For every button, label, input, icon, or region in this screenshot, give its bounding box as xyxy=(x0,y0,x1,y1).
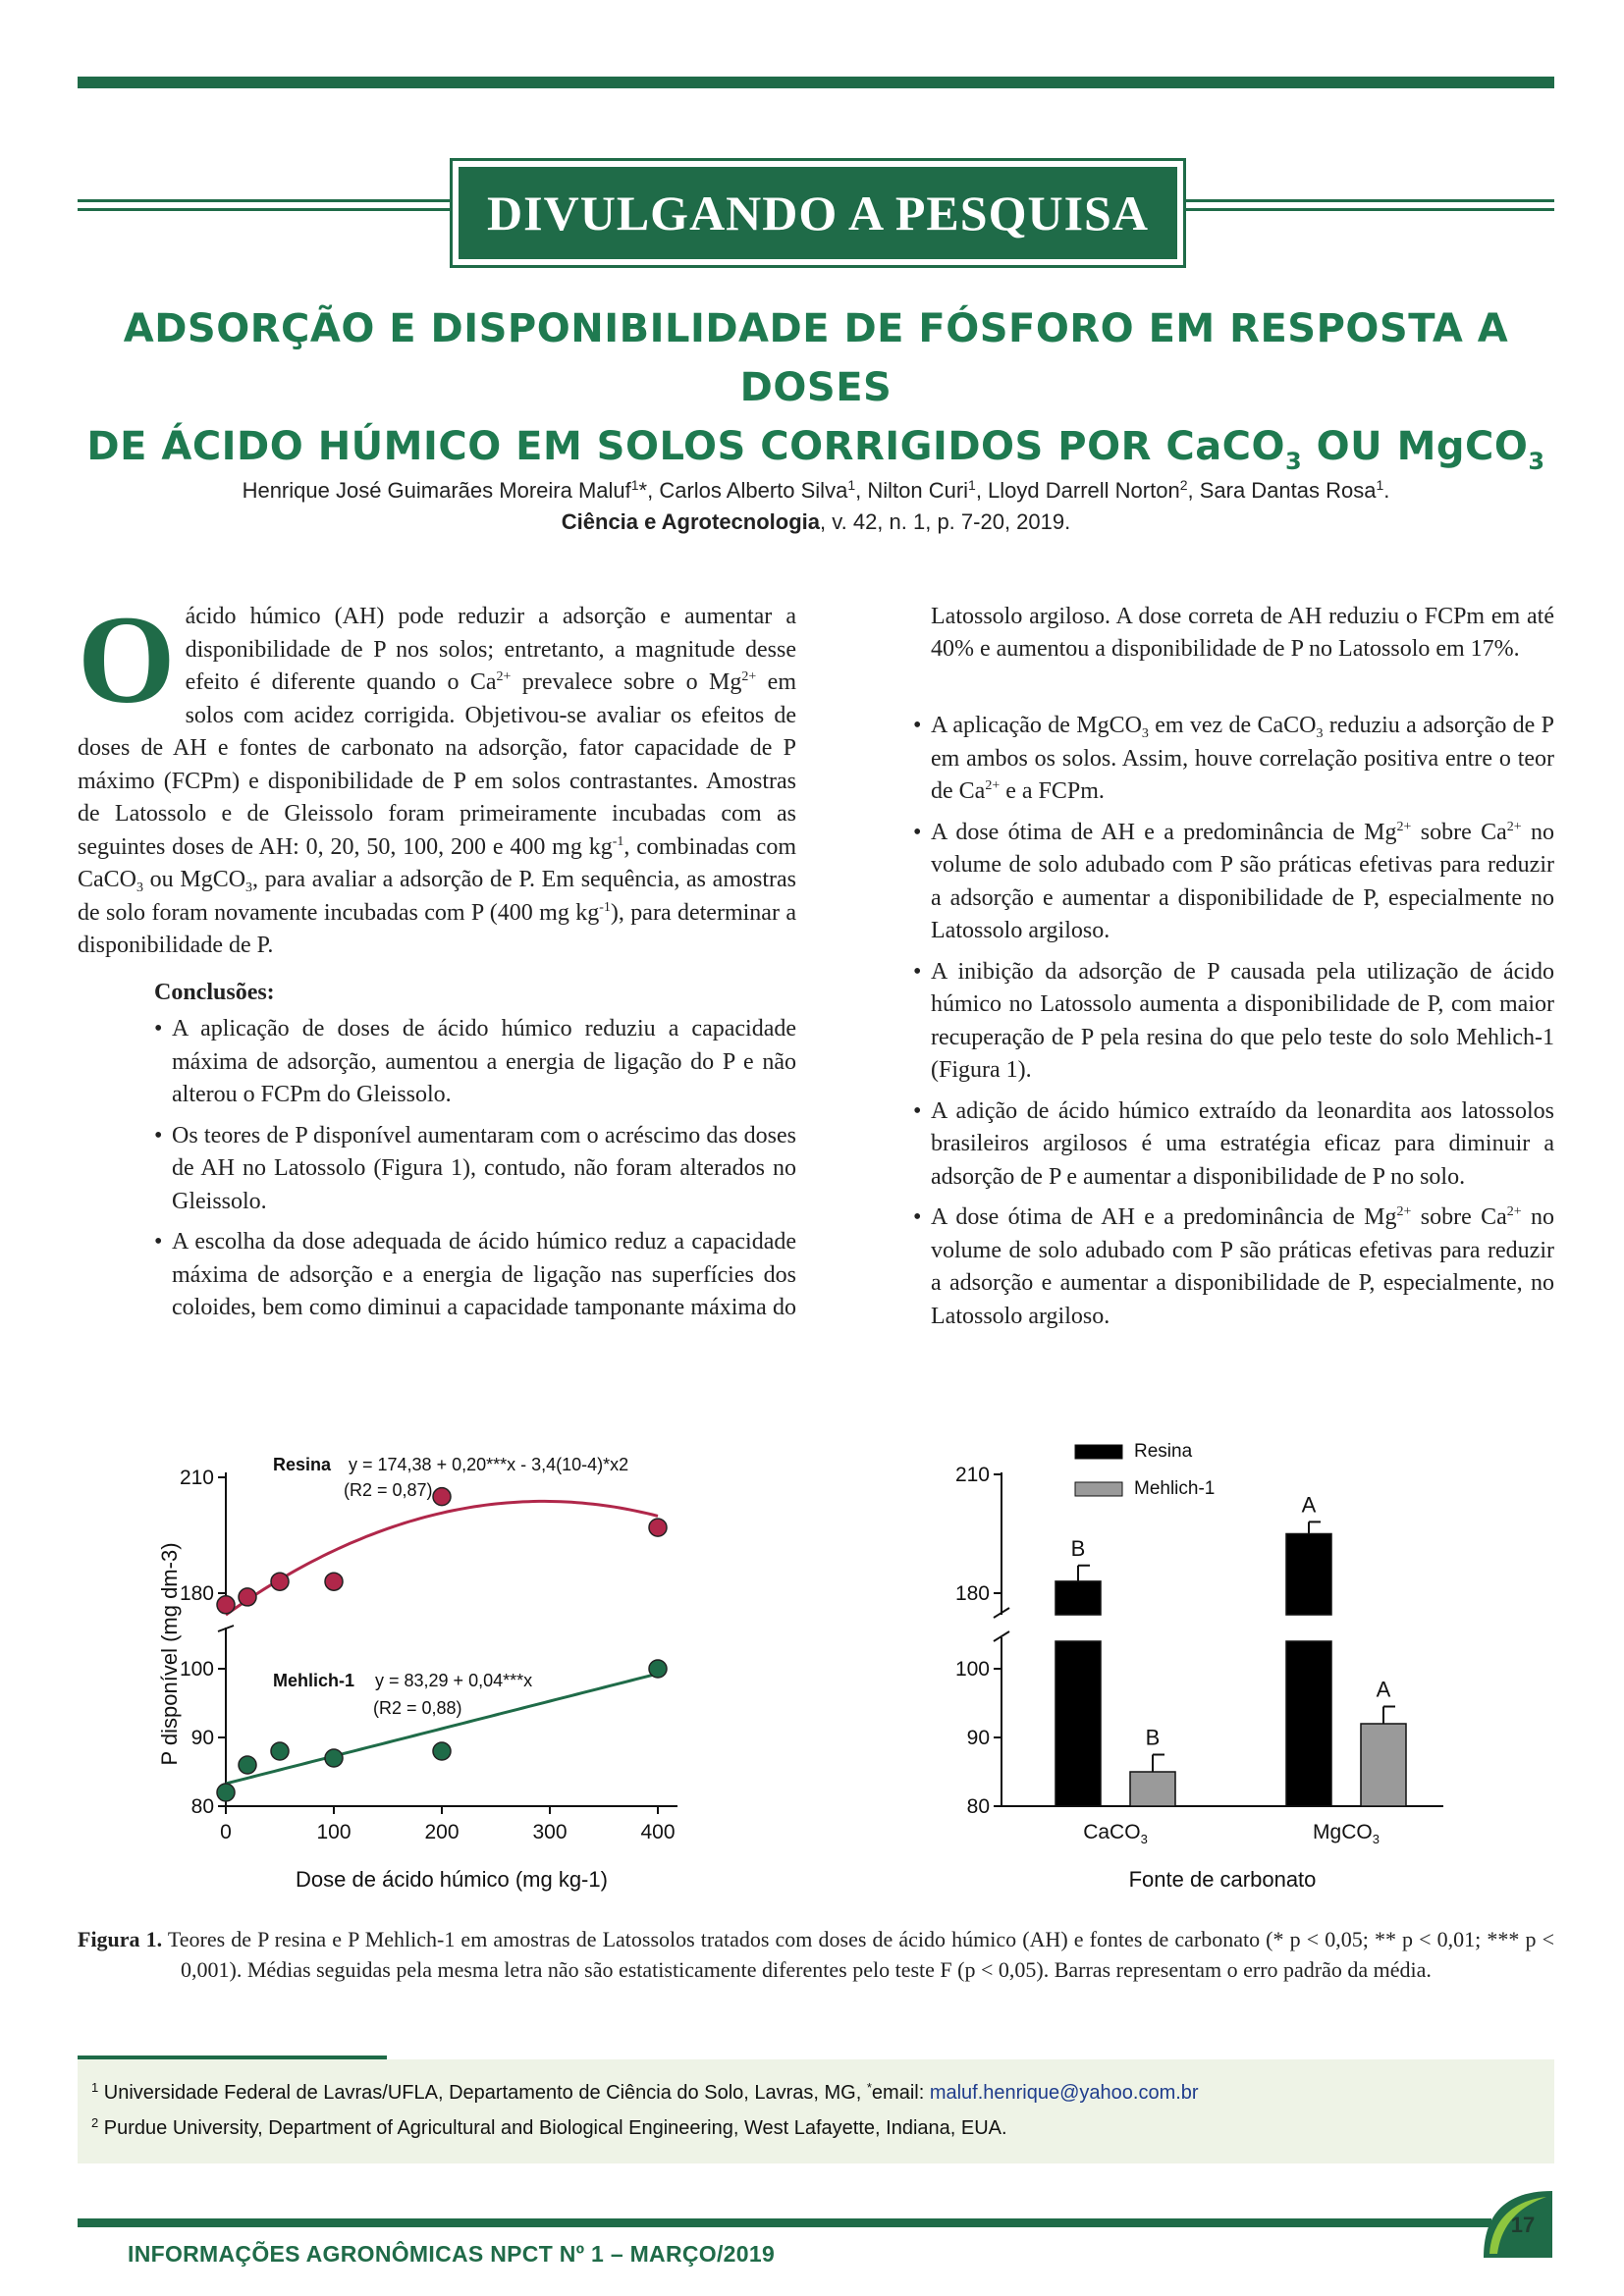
significance-letter: B xyxy=(1070,1535,1086,1561)
bar-mehlich-1 xyxy=(1130,1772,1175,1806)
data-point xyxy=(271,1742,289,1760)
scatter-chart xyxy=(137,1414,766,1904)
left-column xyxy=(78,590,797,1333)
conclusions-list-right xyxy=(913,710,1554,1333)
y-axis-label: P disponível (mg dm-3) xyxy=(157,1542,182,1766)
abstract: Oácido húmico (AH) pode reduzir a adsorção e aumentar a disponibilidade de P nos solos; entretanto, a magnitude desse efeito é diferente quando o $Ca^{2+}$ prevalece sobre o $Mg^{2+}$ em solos com acidez corrigida. Objetivou-se avaliar os efeitos de doses de AH e fontes de carbonato na adsorção, fator capacidade de P máximo (FCPm) e disponibilidade de P em solos contrastantes. Amostras de Latossolo e de Gleissolo foram primeiramente incubadas com as seguintes doses de AH: 0, 20, 50, 100, 200 e 400 mg $kg^{-1}$, combinadas com CaCO$_3$ ou MgCO$_3$, para avaliar a adsorção de P. Em sequência, as amostras de solo foram novamente incubadas com P (400 mg $kg^{-1}$), para determinar a disponibilidade de P. xyxy=(78,590,797,958)
list-item: • A inibição da adsorção de P causada pela utilização de ácido húmico no Latossolo aumenta a disponibilidade de P, com maior recuperação de P pela resina do que pelo teste do solo Mehlich-1 (Figura 1). xyxy=(913,956,1554,1088)
bar-mehlich-1 xyxy=(1361,1724,1406,1806)
data-point xyxy=(649,1660,667,1678)
x-tick-label: 300 xyxy=(532,1821,568,1843)
list-item: • A escolha da dose adequada de ácido húmico reduz a capacidade máxima de adsorção e a energia de ligação nas superfícies dos coloides, bem como diminui a capacidade tamponante máxima do xyxy=(154,1226,796,1325)
x-tick-label: 100 xyxy=(316,1821,352,1843)
significance-letter: A xyxy=(1301,1492,1317,1518)
y-tick-label: 180 xyxy=(954,1582,990,1605)
x-tick-label: CaCO$_3$ xyxy=(1083,1821,1148,1846)
section-rule xyxy=(78,208,450,211)
section-rule xyxy=(1186,208,1554,211)
page-number: 17 xyxy=(1510,2213,1536,2237)
x-axis-label: Dose de ácido húmico (mg kg-1) xyxy=(296,1867,608,1892)
bar-resina xyxy=(1286,1534,1331,1616)
bar-resina-lower xyxy=(1056,1641,1101,1806)
drop-cap: O xyxy=(78,590,176,729)
y-tick-label: 180 xyxy=(179,1582,214,1605)
legend-resina-r2: (R2 = 0,87) xyxy=(344,1480,433,1500)
bar-chart xyxy=(923,1414,1473,1904)
fit-line-resina xyxy=(226,1501,658,1615)
significance-letter: B xyxy=(1145,1725,1161,1750)
data-point xyxy=(239,1756,256,1774)
footnote-2: $^2$ Purdue University, Department of Agricultural and Biological Engineering, West Lafayette, Indiana, EUA. xyxy=(91,2115,1007,2139)
y-tick-label: 80 xyxy=(190,1795,214,1818)
legend-swatch xyxy=(1075,1482,1122,1496)
list-item: • A aplicação de MgCO$_3$ em vez de CaCO$_3$ reduziu a adsorção de P em ambos os solos. Assim, houve correlação positiva entre o teor de $Ca^{2+}$ e a FCPm. xyxy=(913,710,1554,809)
data-point xyxy=(217,1784,235,1801)
list-item: • A adição de ácido húmico extraído da leonardita aos latossolos brasileiros argilosos é uma estratégia eficaz para diminuir a adsorção de P e aumentar a disponibilidade de P no solo. xyxy=(913,1095,1554,1195)
data-point xyxy=(649,1519,667,1536)
bar-resina-lower xyxy=(1286,1641,1331,1806)
data-point xyxy=(433,1488,451,1506)
y-tick-label: 210 xyxy=(179,1467,214,1489)
legend-resina-equation: y = 174,38 + 0,20***x - 3,4(10-4)*x2 xyxy=(349,1455,629,1474)
conclusions-list-left xyxy=(154,1013,796,1325)
x-tick-label: 200 xyxy=(424,1821,460,1843)
journal-footer: INFORMAÇÕES AGRONÔMICAS NPCT Nº 1 – MARÇO/2019 xyxy=(128,2241,776,2267)
email-link[interactable]: maluf.henrique@yahoo.com.br xyxy=(929,2082,1199,2104)
author-list: Henrique José Guimarães Moreira Maluf$^1$*, Carlos Alberto Silva$^1$, Nilton Curi$^1$, Lloyd Darrell Norton$^2$, Sara Dantas Rosa$^1$. xyxy=(242,477,1390,503)
journal-name: Ciência e Agrotecnologia xyxy=(561,509,821,534)
list-item: • Os teores de P disponível aumentaram com o acréscimo das doses de AH no Latossolo (Figura 1), contudo, não foram alterados no Gleissolo. xyxy=(154,1120,796,1219)
data-point xyxy=(433,1742,451,1760)
citation: Ciência e Agrotecnologia, v. 42, n. 1, p. 7-20, 2019. xyxy=(561,509,1071,534)
data-point xyxy=(325,1749,343,1767)
legend-swatch xyxy=(1075,1445,1122,1459)
legend-mehlich-name: Mehlich-1 xyxy=(273,1671,355,1690)
continued-text: Latossolo argiloso. A dose correta de AH reduziu o FCPm em até 40% e aumentou a disponibilidade de P no Latossolo em 17%. xyxy=(931,603,1554,662)
x-tick-label: MgCO$_3$ xyxy=(1313,1821,1380,1846)
legend-mehlich-equation: y = 83,29 + 0,04***x xyxy=(375,1671,533,1690)
y-tick-label: 90 xyxy=(190,1727,214,1749)
title-line-1: ADSORÇÃO E DISPONIBILIDADE DE FÓSFORO EM RESPOSTA A DOSES xyxy=(123,306,1509,410)
conclusions-heading: Conclusões: xyxy=(154,979,275,1005)
legend-label: Mehlich-1 xyxy=(1134,1478,1216,1499)
article-title xyxy=(78,299,1554,476)
list-item: • A aplicação de doses de ácido húmico reduziu a capacidade máxima de adsorção, aumentou a energia de ligação do P e não alterou o FCPm do Gleissolo. xyxy=(154,1013,796,1112)
bar-resina xyxy=(1056,1581,1101,1615)
x-tick-label: 0 xyxy=(220,1821,232,1843)
y-tick-label: 100 xyxy=(179,1658,214,1681)
data-point xyxy=(325,1573,343,1590)
section-banner xyxy=(450,158,1186,268)
top-rule xyxy=(78,77,1554,88)
x-axis-label: Fonte de carbonato xyxy=(1128,1867,1317,1892)
list-item: • A dose ótima de AH e a predominância de $Mg^{2+}$ sobre $Ca^{2+}$ no volume de solo adubado com P são práticas efetivas para reduzir a adsorção e aumentar a disponibilidade de P, especialmente, no Latossolo argiloso. xyxy=(913,1201,1554,1333)
section-rule xyxy=(1186,199,1554,202)
data-point xyxy=(217,1596,235,1614)
footnote-1: $^1$ Universidade Federal de Lavras/UFLA, Departamento de Ciência do Solo, Lavras, MG, *email: maluf.henrique@yahoo.com.br xyxy=(91,2080,1199,2104)
legend-label: Resina xyxy=(1134,1441,1193,1462)
figure-caption: Figura 1. Teores de P resina e P Mehlich-1 em amostras de Latossolos tratados com doses de ácido húmico (AH) e fontes de carbonato (* p < 0,05; ** p < 0,01; *** p < 0,001). Médias seguidas pela mesma letra não são estatisticamente diferentes pelo teste F (p < 0,05). Barras representam o erro padrão da média. xyxy=(78,1927,1554,1982)
data-point xyxy=(239,1588,256,1606)
footnotes xyxy=(78,2059,1554,2163)
y-tick-label: 100 xyxy=(954,1658,990,1681)
y-tick-label: 90 xyxy=(966,1727,990,1749)
legend-resina-name: Resina xyxy=(273,1455,332,1474)
data-point xyxy=(271,1573,289,1590)
significance-letter: A xyxy=(1376,1677,1391,1702)
y-tick-label: 210 xyxy=(954,1464,990,1486)
legend-mehlich-r2: (R2 = 0,88) xyxy=(373,1698,462,1718)
right-column xyxy=(913,601,1554,1341)
authors-block xyxy=(78,475,1554,538)
title-line-2: DE ÁCIDO HÚMICO EM SOLOS CORRIGIDOS POR CaCO$_3$ OU MgCO$_3$ xyxy=(86,424,1545,475)
x-tick-label: 400 xyxy=(640,1821,676,1843)
section-label: DIVULGANDO A PESQUISA xyxy=(459,167,1177,259)
section-rule xyxy=(78,199,450,202)
y-tick-label: 80 xyxy=(966,1795,990,1818)
list-item: • A dose ótima de AH e a predominância de $Mg^{2+}$ sobre $Ca^{2+}$ no volume de solo adubado com P são práticas efetivas para reduzir a adsorção e aumentar a disponibilidade de P, especialmente no Latossolo argiloso. xyxy=(913,817,1554,948)
bottom-rule xyxy=(78,2218,1491,2227)
